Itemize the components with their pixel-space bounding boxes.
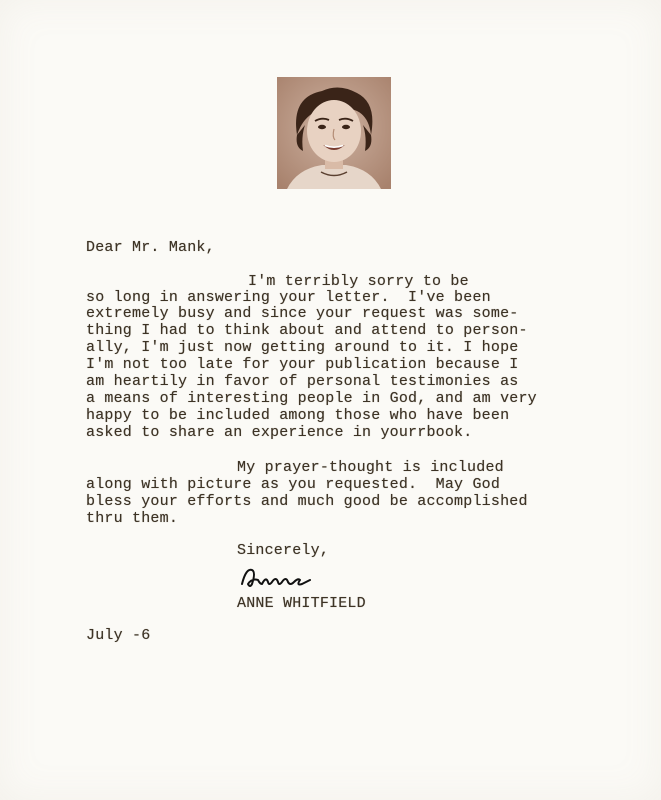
closing: Sincerely, [237,542,330,559]
paragraph1-line: a means of interesting people in God, and am very [86,390,537,407]
handwritten-signature [236,562,316,592]
salutation: Dear Mr. Mank, [86,239,215,256]
paragraph2-line: My prayer-thought is included [237,459,504,476]
paragraph1-line: I'm terribly sorry to be [248,273,469,290]
portrait-image [277,77,391,189]
portrait-photo [277,77,391,189]
paragraph1-line: happy to be included among those who have been [86,407,510,424]
paragraph1-line: thing I had to think about and attend to person- [86,322,528,339]
signer-name: ANNE WHITFIELD [237,595,366,612]
paragraph1-line: asked to share an experience in yourrbook. [86,424,473,441]
paragraph1-line: so long in answering your letter. I've been [86,289,491,306]
paragraph1-line: I'm not too late for your publication because I [86,356,519,373]
paragraph1-line: am heartily in favor of personal testimonies as [86,373,519,390]
paragraph2-line: bless your efforts and much good be accomplished [86,493,528,510]
paragraph1-line: ally, I'm just now getting around to it. I hope [86,339,519,356]
paragraph2-line: along with picture as you requested. May God [86,476,501,493]
paragraph2-line: thru them. [86,510,179,527]
letter-date: July -6 [86,627,151,644]
paragraph1-line: extremely busy and since your request was some- [86,305,519,322]
